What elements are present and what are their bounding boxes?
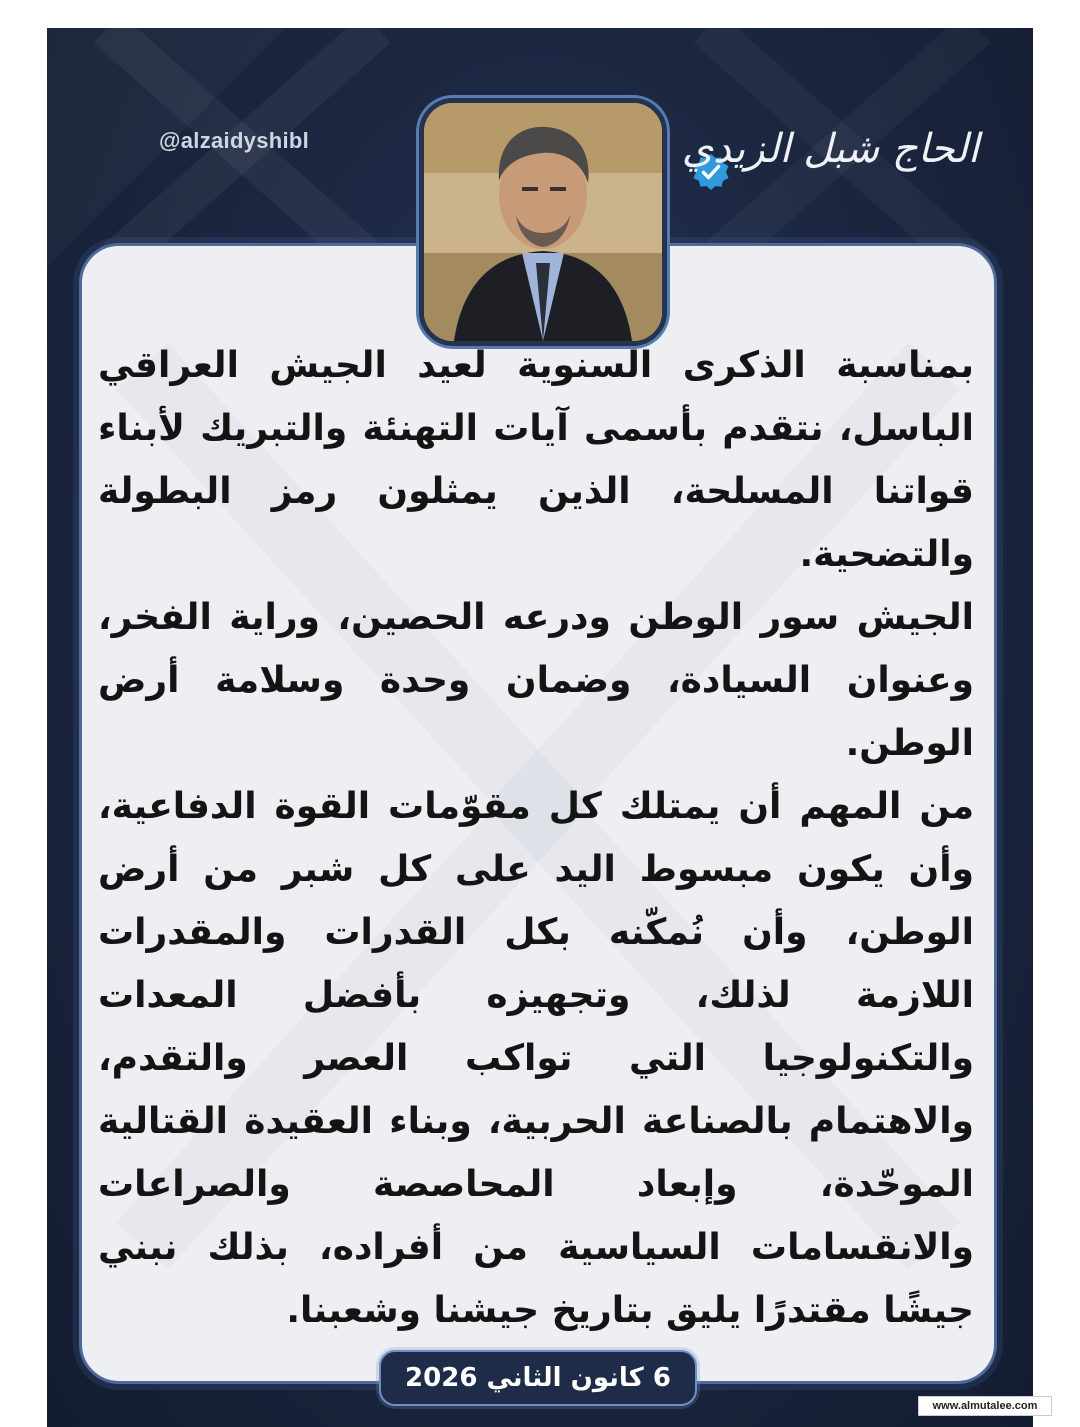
site-watermark: www.almutalee.com [918, 1396, 1052, 1416]
statement-paragraph-3: من المهم أن يمتلك كل مقوّمات القوة الدفاعية، وأن يكون مبسوط اليد على كل شبر من أرض الوطن، وأن نُمكّنه بكل القدرات والمقدرات اللازمة لذلك، وتجهيزه بأفضل المعدات والتكنولوجيا التي تواكب العصر والتقدم، والاهتمام بالصناعة الحربية، وبناء العقيدة القتالية الموحّدة، وإبعاد المحاصصة والصراعات والانقسامات السياسية من أفراده، بذلك نبني جيشًا مقتدرًا يليق بتاريخ جيشنا وشعبنا. [98, 786, 974, 1331]
statement-paragraph-2: الجيش سور الوطن ودرعه الحصين، وراية الفخر، وعنوان السيادة، وضمان وحدة وسلامة أرض الوطن. [98, 597, 974, 764]
date-badge: 6 كانون الثاني 2026 [379, 1350, 697, 1406]
author-photo [419, 98, 667, 346]
statement-paragraph-1: بمناسبة الذكرى السنوية لعيد الجيش العراقي الباسل، نتقدم بأسمى آيات التهنئة والتبريك لأبناء قواتنا المسلحة، الذين يمثلون رمز البطولة والتضحية. [98, 345, 974, 575]
social-handle: @alzaidyshibl [159, 128, 310, 153]
statement-text [98, 334, 974, 1342]
author-name: الحاج شبل الزيدي [681, 126, 979, 172]
author-name-block [681, 108, 987, 208]
portrait-image [424, 103, 662, 341]
